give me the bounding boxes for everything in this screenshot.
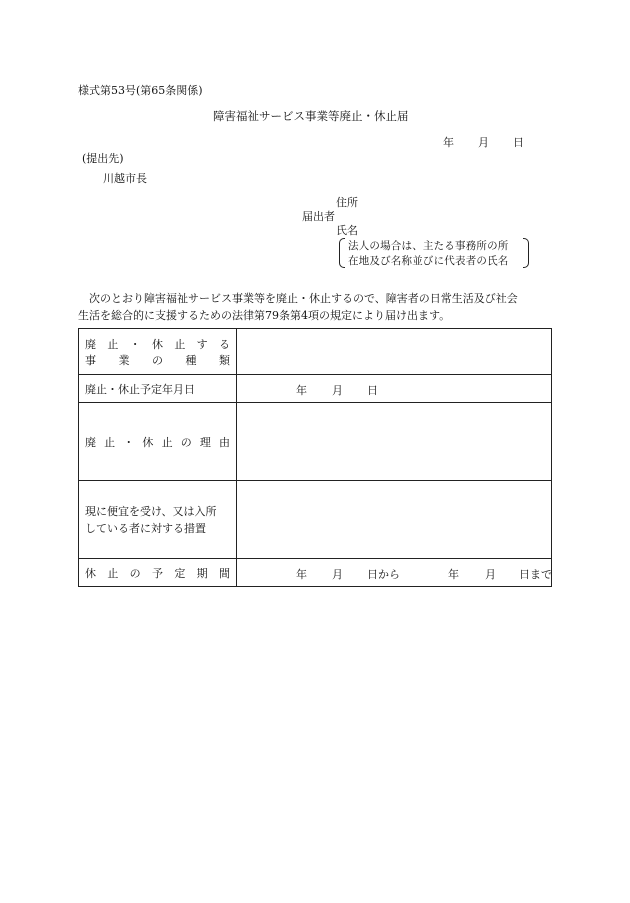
address-label: 住所 xyxy=(336,196,358,209)
label-char: る xyxy=(218,337,230,351)
corporation-note-line1: 法人の場合は、主たる事務所の所 xyxy=(348,240,509,252)
date-month: 月 xyxy=(478,136,489,149)
business-type-label-line1 xyxy=(85,336,236,352)
label-char: の xyxy=(152,353,163,367)
corporation-note-line2: 在地及び名称並びに代表者の氏名 xyxy=(348,255,509,267)
label-char: 期 xyxy=(196,566,208,580)
table-row-suspension-period xyxy=(79,559,552,587)
notification-table xyxy=(78,328,552,587)
scheduled-date-field[interactable] xyxy=(237,375,552,403)
label-char: 定 xyxy=(174,566,186,580)
measures-label xyxy=(79,481,237,559)
notifier-label: 届出者 xyxy=(302,210,335,223)
scheduled-year: 年 xyxy=(296,383,307,397)
table-row-scheduled-date xyxy=(79,375,552,403)
name-label: 氏名 xyxy=(336,224,358,237)
reason-label xyxy=(79,403,237,481)
scheduled-month: 月 xyxy=(332,383,343,397)
label-char: 止 xyxy=(104,435,116,449)
scheduled-date-label: 廃止・休止予定年月日 xyxy=(79,375,237,403)
label-char: 止 xyxy=(174,337,186,351)
label-char: 事 xyxy=(85,353,96,367)
recipient-label: (提出先) xyxy=(82,152,124,165)
scheduled-day: 日 xyxy=(367,383,378,397)
form-number: 様式第53号(第65条関係) xyxy=(78,84,203,97)
suspension-period-label-text xyxy=(85,565,236,581)
measures-label-line2: している者に対する措置 xyxy=(85,521,206,535)
date-day: 日 xyxy=(513,136,524,149)
label-char: 休 xyxy=(142,435,154,449)
label-char: 廃 xyxy=(85,337,96,351)
label-char: 由 xyxy=(218,435,230,449)
label-char: 間 xyxy=(218,566,230,580)
date-year: 年 xyxy=(443,136,454,149)
body-line-2: 生活を総合的に支援するための法律第79条第4項の規定により届け出ます。 xyxy=(78,309,451,322)
period-from-month: 月 xyxy=(332,567,343,581)
label-char: ・ xyxy=(129,337,141,351)
label-char: 類 xyxy=(219,353,230,367)
right-bracket xyxy=(523,238,529,268)
label-char: 予 xyxy=(151,566,163,580)
table-row-business-type xyxy=(79,329,552,375)
period-from-year: 年 xyxy=(296,567,307,581)
reason-label-text xyxy=(85,434,236,450)
business-type-label xyxy=(79,329,237,375)
label-char: 止 xyxy=(107,337,119,351)
label-char: 種 xyxy=(185,353,197,367)
left-bracket xyxy=(339,238,345,268)
label-char: 休 xyxy=(151,337,163,351)
label-char: 理 xyxy=(199,435,211,449)
table-row-measures xyxy=(79,481,552,559)
body-line-1: 次のとおり障害福祉サービス事業等を廃止・休止するので、障害者の日常生活及び社会 xyxy=(89,292,518,305)
label-char: ・ xyxy=(123,435,135,449)
label-char: 休 xyxy=(85,566,96,580)
period-to-month: 月 xyxy=(485,567,496,581)
period-from-day: 日から xyxy=(367,567,400,581)
reason-field[interactable] xyxy=(237,403,552,481)
table-row-reason xyxy=(79,403,552,481)
label-char: す xyxy=(196,337,208,351)
label-char: 廃 xyxy=(85,435,96,449)
business-type-label-line2 xyxy=(85,352,236,368)
suspension-period-field[interactable] xyxy=(237,559,552,587)
suspension-period-label xyxy=(79,559,237,587)
measures-field[interactable] xyxy=(237,481,552,559)
period-to-year: 年 xyxy=(448,567,459,581)
business-type-field[interactable] xyxy=(237,329,552,375)
label-char: の xyxy=(129,566,141,580)
label-char: 止 xyxy=(107,566,119,580)
period-to-day: 日まで xyxy=(519,567,552,581)
corporation-note xyxy=(339,238,529,268)
label-char: 止 xyxy=(161,435,173,449)
measures-label-line1: 現に便宜を受け、又は入所 xyxy=(85,504,217,518)
document-title: 障害福祉サービス事業等廃止・休止届 xyxy=(213,109,409,123)
label-char: の xyxy=(180,435,192,449)
label-char: 業 xyxy=(118,353,130,367)
recipient-name: 川越市長 xyxy=(103,172,147,185)
